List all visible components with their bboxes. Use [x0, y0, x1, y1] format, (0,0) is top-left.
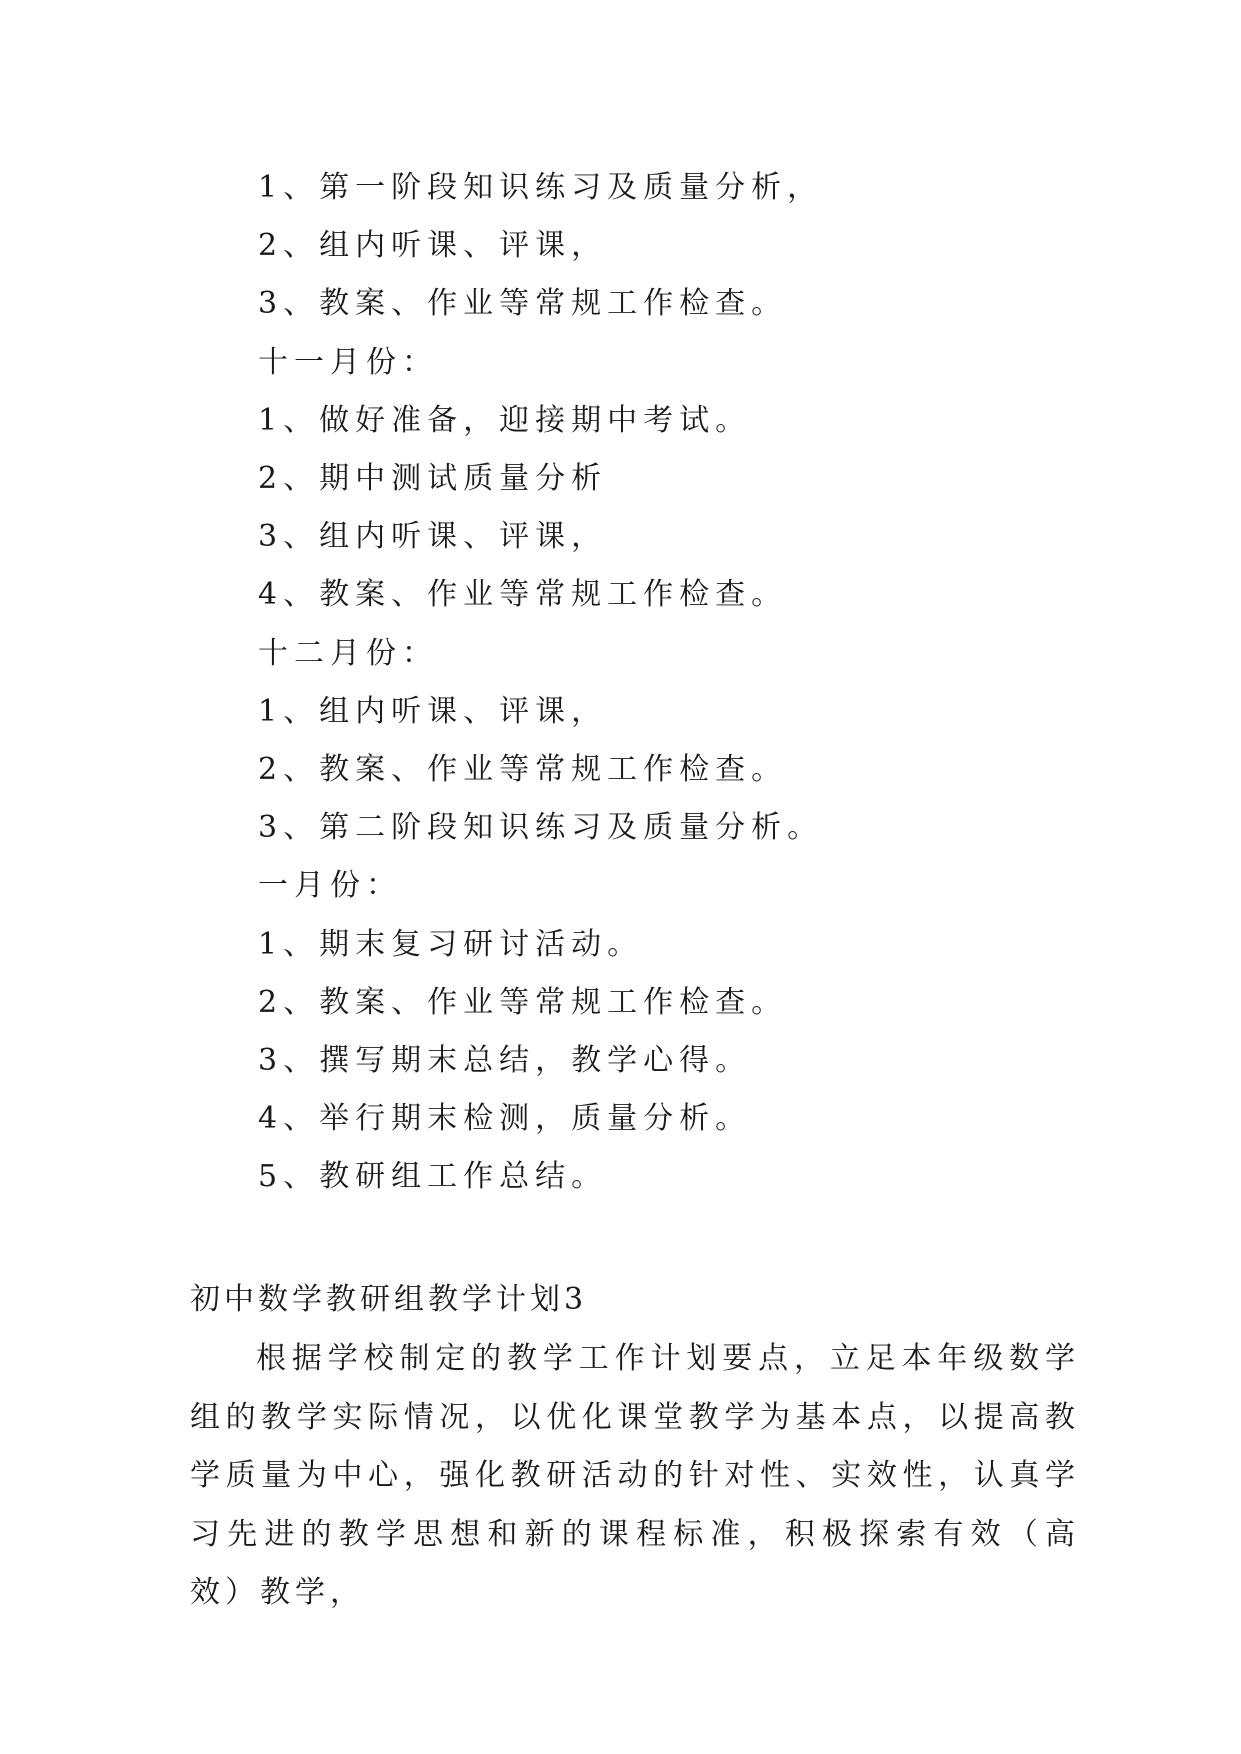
list-item: 3、撰写期末总结，教学心得。 [258, 1043, 752, 1078]
list-item: 3、第二阶段知识练习及质量分析。 [258, 810, 824, 845]
list-item: 1、做好准备，迎接期中考试。 [258, 403, 752, 438]
list-item: 5、教研组工作总结。 [258, 1159, 608, 1194]
list-item: 4、教案、作业等常规工作检查。 [258, 577, 788, 612]
body-paragraph: 根据学校制定的教学工作计划要点，立足本年级数学组的教学实际情况，以优化课堂教学为基本点，以提高教学质量为中心，强化教研活动的针对性、实效性，认真学习先进的教学思想和新的课程标准，积极探索有效（高效）教学， [190, 1341, 1080, 1610]
list-item: 4、举行期末检测，质量分析。 [258, 1101, 752, 1136]
list-item: 1、组内听课、评课， [258, 694, 608, 729]
list-item: 2、组内听课、评课， [258, 228, 608, 263]
list-item: 2、教案、作业等常规工作检查。 [258, 985, 788, 1020]
list-item: 1、第一阶段知识练习及质量分析， [258, 170, 824, 205]
list-item: 2、教案、作业等常规工作检查。 [258, 752, 788, 787]
list-item: 1、期末复习研讨活动。 [258, 927, 644, 962]
month-heading: 十一月份： [258, 345, 438, 380]
month-heading: 一月份： [258, 868, 402, 903]
list-item: 3、教案、作业等常规工作检查。 [258, 286, 788, 321]
section-title: 初中数学教研组教学计划3 [190, 1282, 588, 1317]
list-item: 2、期中测试质量分析 [258, 461, 608, 496]
list-item: 3、组内听课、评课， [258, 519, 608, 554]
month-heading: 十二月份： [258, 636, 438, 671]
